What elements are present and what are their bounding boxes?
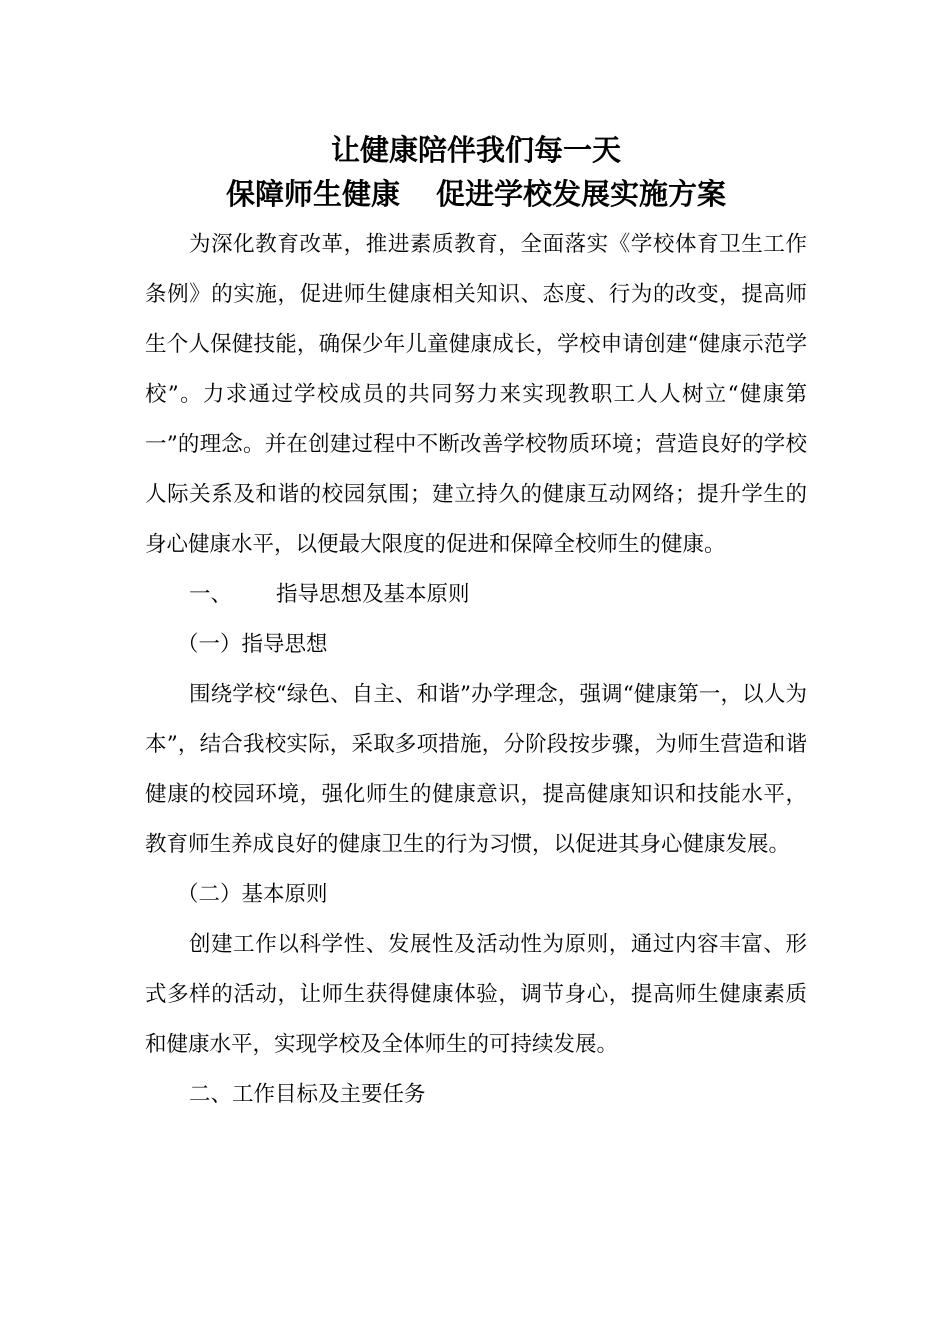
- section-1-heading: [145, 570, 807, 620]
- document-subtitle: [145, 172, 807, 216]
- section-2-heading: 二、工作目标及主要任务: [189, 1082, 426, 1107]
- subtitle-part-1: 保障师生健康: [225, 177, 400, 211]
- intro-paragraph: 为深化教育改革，推进素质教育，全面落实《学校体育卫生工作条例》的实施，促进师生健康相关知识、态度、行为的改变，提高师生个人保健技能，确保少年儿童健康成长，学校申请创建“健康示范学校”。力求通过学校成员的共同努力来实现教职工人人树立“健康第一”的理念。并在创建过程中不断改善学校物质环境；营造良好的学校人际关系及和谐的校园氛围；建立持久的健康互动网络；提升学生的身心健康水平，以便最大限度的促进和保障全校师生的健康。: [145, 232, 807, 557]
- subsection-2-heading: （二）基本原则: [177, 882, 328, 907]
- subsection-1-paragraph: 围绕学校“绿色、自主、和谐”办学理念，强调“健康第一，以人为本”，结合我校实际，采取多项措施，分阶段按步骤，为师生营造和谐健康的校园环境，强化师生的健康意识，提高健康知识和技能水平，教育师生养成良好的健康卫生的行为习惯，以促进其身心健康发展。: [145, 682, 807, 857]
- section-1-number: 一、: [189, 582, 233, 607]
- document-page: [145, 128, 807, 1120]
- subsection-2-paragraph: 创建工作以科学性、发展性及活动性为原则，通过内容丰富、形式多样的活动，让师生获得健康体验，调节身心，提高师生健康素质和健康水平，实现学校及全体师生的可持续发展。: [145, 932, 807, 1057]
- document-title: 让健康陪伴我们每一天: [330, 133, 621, 167]
- section-1-title: 指导思想及基本原则: [276, 582, 470, 607]
- subsection-1-heading: （一）指导思想: [177, 632, 328, 657]
- subtitle-part-2: 促进学校发展实施方案: [436, 177, 727, 211]
- document-body: [145, 220, 807, 1120]
